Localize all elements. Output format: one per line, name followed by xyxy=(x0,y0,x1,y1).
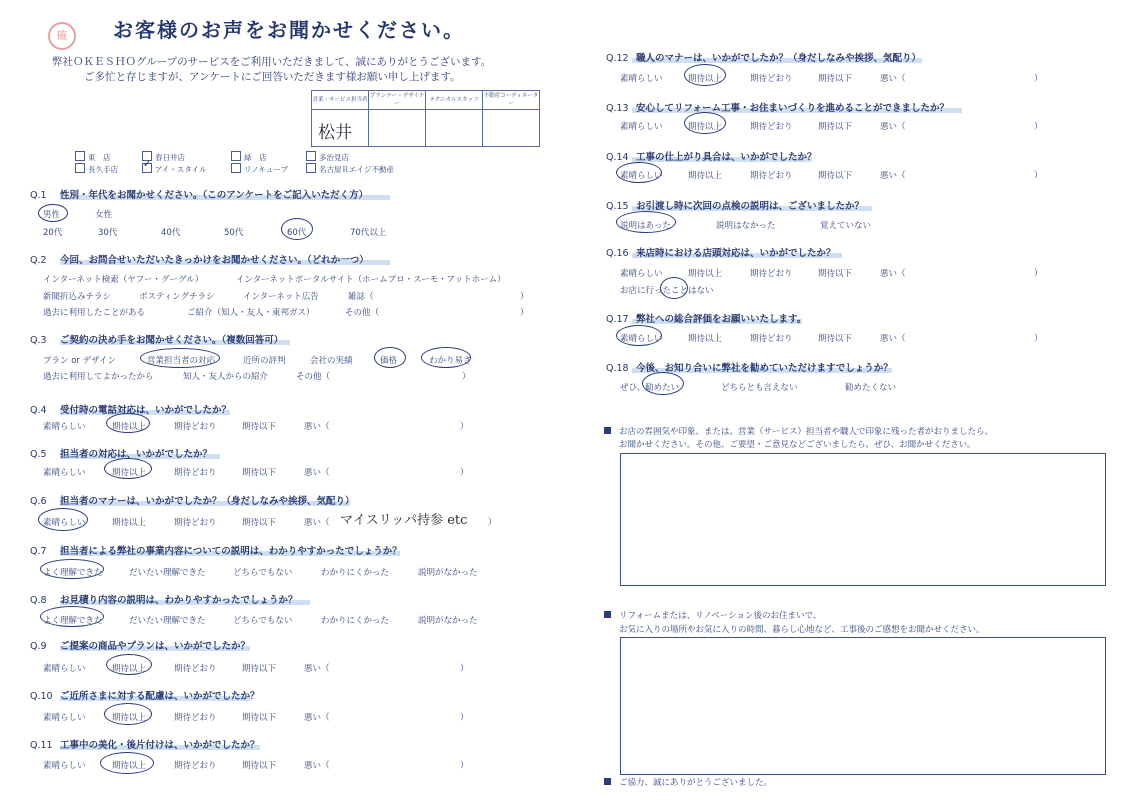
q3-past-good[interactable]: 過去に利用してよかったから xyxy=(43,372,154,382)
q15-option-explained[interactable]: 説明はあった xyxy=(620,221,671,231)
q3-clarity[interactable]: わかり易さ xyxy=(429,356,472,366)
staff-col-technical: テクニカルスタッフ xyxy=(426,91,483,110)
answer-circle xyxy=(106,654,152,675)
q10-option-above[interactable]: 期待以上 xyxy=(112,713,147,723)
approval-stamp: 確 xyxy=(48,22,76,50)
answer-circle xyxy=(100,752,154,774)
q12-question: Q.12 職人のマナーは、いかがでしたか？（身だしなみや挨拶、気配り） xyxy=(606,53,922,64)
q17-option-as-expected[interactable]: 期待どおり xyxy=(750,334,793,344)
q11-option-below[interactable]: 期待以下 xyxy=(242,761,277,771)
store-checkbox[interactable] xyxy=(75,163,85,173)
answer-circle xyxy=(281,218,313,240)
q17-option-bad[interactable]: 悪い（ xyxy=(880,334,906,344)
q2-magazine-close: ） xyxy=(520,292,529,302)
answer-circle xyxy=(40,559,104,579)
q18-option-not-recommend[interactable]: 勧めたくない xyxy=(845,383,897,393)
q2-internet-search[interactable]: インターネット検索（ヤフー・グーグル） xyxy=(43,275,204,285)
q4-option-excellent[interactable]: 素晴らしい xyxy=(43,422,86,432)
comment1-prompt-line1: お店の雰囲気や印象、または、営業（サービス）担当者や職人で印象に残った者がおりましたら、 xyxy=(604,425,993,437)
q4-option-bad-close: ） xyxy=(460,422,469,432)
page-title: お客様のお声をお聞かせください。 xyxy=(113,18,465,42)
q6-option-above[interactable]: 期待以上 xyxy=(112,518,147,528)
q13-option-as-expected[interactable]: 期待どおり xyxy=(750,122,793,132)
answer-circle xyxy=(660,277,688,299)
q3-sales-rep[interactable]: 営業担当者の対応 xyxy=(147,356,216,366)
store-checkbox[interactable] xyxy=(306,163,316,173)
q5-option-above[interactable]: 期待以上 xyxy=(112,468,147,478)
q3-question: Q.3 ご契約の決め手をお聞かせください。（複数回答可） xyxy=(30,335,284,346)
q4-option-below[interactable]: 期待以下 xyxy=(242,422,277,432)
q6-option-excellent[interactable]: 素晴らしい xyxy=(43,518,86,528)
answer-circle xyxy=(38,508,88,531)
q3-other-close: ） xyxy=(462,372,471,382)
closing-message: ご協力、誠にありがとうございました。 xyxy=(604,776,772,788)
q8-option-mostly[interactable]: だいたい理解できた xyxy=(129,616,206,626)
q10-question: Q.10 ご近所さまに対する配慮は、いかがでしたか？ xyxy=(30,691,260,702)
q3-plan-design[interactable]: プラン or デザイン xyxy=(43,356,117,366)
q9-option-bad[interactable]: 悪い（ xyxy=(304,664,330,674)
q18-question: Q.18 今後、お知り合いに弊社を勧めていただけますでしょうか？ xyxy=(606,363,893,374)
q2-past-use[interactable]: 過去に利用したことがある xyxy=(43,308,146,318)
q18-option-neutral[interactable]: どちらとも言えない xyxy=(721,383,798,393)
q14-question: Q.14 工事の仕上がり具合は、いかがでしたか？ xyxy=(606,152,817,163)
comment2-textarea[interactable] xyxy=(620,637,1106,775)
answer-circle xyxy=(38,204,68,222)
q16-option-bad-close: ） xyxy=(1034,269,1043,279)
q17-option-bad-close: ） xyxy=(1034,334,1043,344)
store-istyle[interactable]: ✓ アイ・スタイル xyxy=(143,159,207,174)
q2-magazine[interactable]: 雑誌（ xyxy=(348,292,374,302)
staff-col-planner: プランナー・デザイナー xyxy=(369,91,426,110)
store-checkbox[interactable] xyxy=(231,151,241,161)
q13-option-above[interactable]: 期待以上 xyxy=(688,122,723,132)
answer-circle xyxy=(104,703,152,725)
q16-option-never-visited[interactable]: お店に行ったことはない xyxy=(620,286,714,296)
answer-circle xyxy=(104,458,152,479)
q17-option-excellent[interactable]: 素晴らしい xyxy=(620,334,663,344)
store-midori[interactable]: 緑 店 xyxy=(231,151,267,163)
q4-option-above[interactable]: 期待以上 xyxy=(112,422,147,432)
q13-option-excellent[interactable]: 素晴らしい xyxy=(620,122,663,132)
q5-option-below[interactable]: 期待以下 xyxy=(242,468,277,478)
answer-circle xyxy=(616,325,662,346)
q8-option-unclear[interactable]: わかりにくかった xyxy=(321,616,390,626)
staff-cell-realestate[interactable] xyxy=(483,110,540,147)
q1-age-30s[interactable]: 30代 xyxy=(98,228,118,238)
q2-internet-ad[interactable]: インターネット広告 xyxy=(243,292,319,302)
answer-circle xyxy=(684,64,726,86)
q8-question: Q.8 お見積り内容の説明は、わかりやすかったでしょうか？ xyxy=(30,595,298,606)
q11-option-bad-close: ） xyxy=(460,761,469,771)
answer-circle xyxy=(40,606,104,627)
q13-option-below[interactable]: 期待以下 xyxy=(818,122,853,132)
q3-reputation[interactable]: 近所の評判 xyxy=(243,356,286,366)
q2-question: Q.2 今回、お問合せいただいたきっかけをお聞かせください。（どれか一つ） xyxy=(30,255,369,266)
comment2-prompt-line2: お気に入りの場所やお気に入りの時間、暮らし心地など、工事後のご感想をお聞かせください。 xyxy=(619,625,985,635)
q3-track-record[interactable]: 会社の実績 xyxy=(310,356,353,366)
q18-option-recommend[interactable]: ぜひ、勧めたい xyxy=(620,383,680,393)
q4-option-as-expected[interactable]: 期待どおり xyxy=(174,422,217,432)
q12-option-excellent[interactable]: 素晴らしい xyxy=(620,74,663,84)
q7-question: Q.7 担当者による弊社の事業内容についての説明は、わかりやすかったでしょうか？ xyxy=(30,546,402,557)
q17-option-above[interactable]: 期待以上 xyxy=(688,334,723,344)
q16-option-below[interactable]: 期待以下 xyxy=(818,269,853,279)
bullet-square-icon xyxy=(604,611,611,618)
answer-circle xyxy=(106,413,150,433)
staff-cell-technical[interactable] xyxy=(426,110,483,147)
store-tajimi[interactable]: 多治見店 xyxy=(306,151,349,163)
q6-option-bad[interactable]: 悪い（ xyxy=(304,518,330,528)
answer-circle xyxy=(421,347,471,368)
q14-option-above[interactable]: 期待以上 xyxy=(688,171,723,181)
q12-option-above[interactable]: 期待以上 xyxy=(688,74,723,84)
q12-option-bad[interactable]: 悪い（ xyxy=(880,74,906,84)
q1-gender-male[interactable]: 男性 xyxy=(43,210,61,220)
q1-age-20s[interactable]: 20代 xyxy=(43,228,63,238)
q1-age-50s[interactable]: 50代 xyxy=(224,228,244,238)
q2-posting-flyer[interactable]: ポスティングチラシ xyxy=(139,292,215,302)
q14-option-below[interactable]: 期待以下 xyxy=(818,171,853,181)
q11-option-above[interactable]: 期待以上 xyxy=(112,761,147,771)
q3-price[interactable]: 価格 xyxy=(380,356,398,366)
q9-question: Q.9 ご提案の商品やプランは、いかがでしたか？ xyxy=(30,641,251,652)
q7-option-none[interactable]: 説明がなかった xyxy=(418,568,478,578)
staff-col-sales: 営業・サービス担当者 xyxy=(312,91,369,110)
q6-question: Q.6 担当者のマナーは、いかがでしたか？（身だしなみや挨拶、気配り） xyxy=(30,496,355,507)
q15-question: Q.15 お引渡し時に次回の点検の説明は、ございましたか？ xyxy=(606,201,865,212)
q8-option-none[interactable]: 説明がなかった xyxy=(418,616,478,626)
q12-option-below[interactable]: 期待以下 xyxy=(818,74,853,84)
q7-option-understood[interactable]: よく理解できた xyxy=(43,568,103,578)
staff-cell-planner[interactable] xyxy=(369,110,426,147)
q10-option-bad[interactable]: 悪い（ xyxy=(304,713,330,723)
answer-circle xyxy=(684,112,726,134)
q1-gender-female[interactable]: 女性 xyxy=(95,210,113,220)
q5-question: Q.5 担当者の対応は、いかがでしたか？ xyxy=(30,449,213,460)
q1-question: Q.1 性別・年代をお聞かせください。（このアンケートをご記入いただく方） xyxy=(30,190,369,201)
answer-circle xyxy=(616,211,676,233)
bullet-square-icon xyxy=(604,427,611,434)
q16-option-above[interactable]: 期待以上 xyxy=(688,269,723,279)
q5-option-excellent[interactable]: 素晴らしい xyxy=(43,468,86,478)
q16-question: Q.16 来店時における店頭対応は、いかがでしたか？ xyxy=(606,248,836,259)
q10-option-bad-close: ） xyxy=(460,713,469,723)
q11-option-bad[interactable]: 悪い（ xyxy=(304,761,330,771)
q9-option-below[interactable]: 期待以下 xyxy=(242,664,277,674)
intro-line-2: ご多忙と存じますが、アンケートにご回答いただきます様お願い申し上げます。 xyxy=(84,71,461,83)
store-renocube[interactable]: リノキューブ xyxy=(231,163,288,175)
store-nagoya-rage[interactable]: 名古屋Ｒエイジ不動産 xyxy=(306,163,394,175)
q2-other-close: ） xyxy=(520,308,529,318)
q15-option-dont-remember[interactable]: 覚えていない xyxy=(820,221,872,231)
q6-option-bad-close: ） xyxy=(488,518,497,528)
q6-option-below[interactable]: 期待以下 xyxy=(242,518,277,528)
q9-option-as-expected[interactable]: 期待どおり xyxy=(174,664,217,674)
q17-question: Q.17 弊社への総合評価をお願いいたします。 xyxy=(606,314,807,325)
q11-question: Q.11 工事中の美化・後片付けは、いかがでしたか？ xyxy=(30,740,260,751)
q16-option-as-expected[interactable]: 期待どおり xyxy=(750,269,793,279)
store-checkbox[interactable] xyxy=(306,151,316,161)
q2-portal-site[interactable]: インターネットポータルサイト（ホームプロ・スーモ・アットホーム） xyxy=(236,275,506,285)
q7-option-mostly[interactable]: だいたい理解できた xyxy=(129,568,206,578)
q13-question: Q.13 安心してリフォーム工事・お住まいづくりを進めることができましたか？ xyxy=(606,103,950,114)
handwritten-staff-name: 松井 xyxy=(318,123,352,143)
store-kasugai[interactable]: 春日井店 xyxy=(142,151,185,163)
answer-circle xyxy=(616,162,662,183)
q11-option-excellent[interactable]: 素晴らしい xyxy=(43,761,86,771)
store-checkbox-checked[interactable] xyxy=(142,159,152,173)
q6-handwritten-comment: マイスリッパ持参 etc xyxy=(340,513,468,528)
comment1-prompt-line2: お聞かせください。その他、ご要望・ご意見などございましたら、ぜひ、お聞かせください。 xyxy=(619,440,976,450)
store-nagakute[interactable]: 長久手店 xyxy=(75,163,118,175)
comment1-textarea[interactable] xyxy=(620,453,1106,586)
store-checkbox[interactable] xyxy=(231,163,241,173)
q14-option-bad-close: ） xyxy=(1034,171,1043,181)
q13-option-bad[interactable]: 悪い（ xyxy=(880,122,906,132)
answer-circle xyxy=(374,347,406,368)
q8-option-neutral[interactable]: どちらでもない xyxy=(233,616,293,626)
q2-other[interactable]: その他（ xyxy=(345,308,380,318)
q14-option-bad[interactable]: 悪い（ xyxy=(880,171,906,181)
q16-option-bad[interactable]: 悪い（ xyxy=(880,269,906,279)
q5-option-bad-close: ） xyxy=(460,468,469,478)
q1-age-40s[interactable]: 40代 xyxy=(161,228,181,238)
q12-option-as-expected[interactable]: 期待どおり xyxy=(750,74,793,84)
q4-question: Q.4 受付時の電話対応は、いかがでしたか？ xyxy=(30,405,232,416)
q1-age-70s[interactable]: 70代以上 xyxy=(350,228,387,238)
q9-option-bad-close: ） xyxy=(460,664,469,674)
bullet-square-icon xyxy=(604,778,611,785)
q14-option-as-expected[interactable]: 期待どおり xyxy=(750,171,793,181)
q9-option-above[interactable]: 期待以上 xyxy=(112,664,147,674)
q11-option-as-expected[interactable]: 期待どおり xyxy=(174,761,217,771)
q5-option-bad[interactable]: 悪い（ xyxy=(304,468,330,478)
answer-circle xyxy=(642,372,684,395)
q2-referral[interactable]: ご紹介（知人・友人・東邦ガス） xyxy=(187,308,315,318)
q14-option-excellent[interactable]: 素晴らしい xyxy=(620,171,663,181)
staff-col-realestate: 不動産コーディネーター xyxy=(483,91,540,110)
q16-option-excellent[interactable]: 素晴らしい xyxy=(620,269,663,279)
q9-option-excellent[interactable]: 素晴らしい xyxy=(43,664,86,674)
store-higashi[interactable]: 東 店 xyxy=(75,151,111,163)
q17-option-below[interactable]: 期待以下 xyxy=(818,334,853,344)
q6-option-as-expected[interactable]: 期待どおり xyxy=(174,518,217,528)
q3-other[interactable]: その他（ xyxy=(296,372,331,382)
q10-option-excellent[interactable]: 素晴らしい xyxy=(43,713,86,723)
q8-option-understood[interactable]: よく理解できた xyxy=(43,616,103,626)
answer-circle xyxy=(140,348,220,368)
store-checkbox[interactable] xyxy=(75,151,85,161)
q13-option-bad-close: ） xyxy=(1034,122,1043,132)
q4-option-bad[interactable]: 悪い（ xyxy=(304,422,330,432)
q7-option-neutral[interactable]: どちらでもない xyxy=(233,568,293,578)
q12-option-bad-close: ） xyxy=(1034,74,1043,84)
q7-option-unclear[interactable]: わかりにくかった xyxy=(321,568,390,578)
q3-friend-referral[interactable]: 知人・友人からの紹介 xyxy=(183,372,269,382)
checkmark-icon: ✓ xyxy=(143,159,152,170)
q2-newspaper-flyer[interactable]: 新聞折込みチラシ xyxy=(43,292,112,302)
intro-line-1: 弊社ＯＫＥＳＨＯグループのサービスをご利用いただきまして、誠にありがとうございます。 xyxy=(52,56,492,68)
q1-age-60s[interactable]: 60代 xyxy=(287,228,307,238)
q15-option-not-explained[interactable]: 説明はなかった xyxy=(716,221,776,231)
q10-option-below[interactable]: 期待以下 xyxy=(242,713,277,723)
q10-option-as-expected[interactable]: 期待どおり xyxy=(174,713,217,723)
q5-option-as-expected[interactable]: 期待どおり xyxy=(174,468,217,478)
comment2-prompt-line1: リフォームまたは、リノベーション後のお住まいで、 xyxy=(604,609,821,621)
